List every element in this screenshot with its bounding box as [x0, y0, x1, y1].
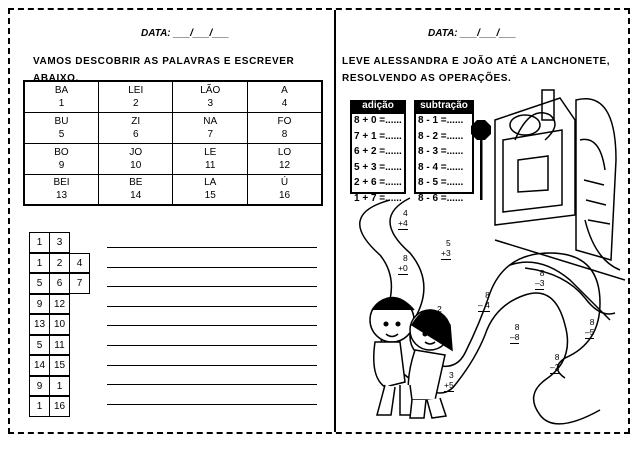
- addition-exercise[interactable]: 5 + 3 =......: [354, 161, 402, 173]
- operation-number: 5: [445, 238, 451, 248]
- code-cell: 16: [49, 396, 70, 417]
- operation-operator: –5: [585, 327, 595, 337]
- syllable-number: 14: [130, 190, 142, 202]
- operation-number: 8: [402, 253, 408, 263]
- code-row: [29, 396, 89, 417]
- syllable-cell: [24, 112, 99, 143]
- syllable-number: 1: [58, 97, 65, 109]
- code-row: [29, 376, 89, 397]
- syllable-text: ZI: [131, 115, 141, 127]
- path-operation[interactable]: [398, 253, 408, 275]
- right-instruction-line-1: LEVE ALESSANDRA E JOÃO ATÉ A LANCHONETE,: [342, 56, 611, 67]
- syllable-text: LEI: [128, 84, 144, 96]
- syllable-cell: [99, 112, 173, 143]
- answer-line[interactable]: [107, 345, 317, 346]
- operation-number: 2: [436, 304, 442, 314]
- operation-operator: – 4: [478, 300, 490, 310]
- code-row: [29, 253, 89, 274]
- answer-line[interactable]: [107, 325, 317, 326]
- operation-operator: +0: [398, 263, 408, 273]
- syllable-cell: [173, 112, 248, 143]
- code-cell: 1: [29, 232, 50, 253]
- operation-number: 8: [514, 322, 520, 332]
- syllable-text: BEI: [53, 177, 70, 189]
- left-instruction-line-2: ABAIXO.: [33, 73, 79, 84]
- code-cell: 10: [49, 314, 70, 335]
- code-cell: 13: [29, 314, 50, 335]
- syllable-number: 15: [204, 190, 216, 202]
- syllable-number: 12: [278, 159, 291, 171]
- addition-exercise[interactable]: 1 + 7 =......: [354, 192, 402, 204]
- operation-number: 8: [554, 352, 560, 362]
- answer-line[interactable]: [107, 365, 317, 366]
- operation-number: 8: [539, 268, 545, 278]
- operation-operator: +3: [441, 248, 451, 258]
- subtraction-exercise[interactable]: 8 - 1 =......: [418, 115, 464, 126]
- code-cell: 1: [29, 253, 50, 274]
- operation-operator: –3: [535, 278, 545, 288]
- syllable-number: 6: [132, 128, 139, 140]
- answer-line[interactable]: [107, 247, 317, 248]
- syllable-cell: [24, 174, 99, 205]
- code-row: [29, 273, 89, 294]
- operation-number: 4: [402, 208, 408, 218]
- syllable-text: BA: [54, 84, 69, 96]
- code-cell: 12: [49, 294, 70, 315]
- addition-exercise[interactable]: 6 + 2 =......: [354, 146, 402, 157]
- right-instruction-line-2: RESOLVENDO AS OPERAÇÕES.: [342, 73, 512, 84]
- subtraction-header: subtração: [414, 100, 474, 112]
- addition-header: adição: [350, 100, 406, 112]
- syllable-number: 16: [278, 190, 291, 202]
- syllable-text: Ú: [280, 177, 289, 189]
- path-operation[interactable]: [432, 304, 442, 326]
- syllable-cell: [24, 143, 99, 174]
- syllable-cell: [248, 112, 323, 143]
- path-operation[interactable]: [510, 322, 519, 344]
- operation-operator: +5: [444, 380, 454, 390]
- code-cell: 5: [29, 335, 50, 356]
- answer-line[interactable]: [107, 267, 317, 268]
- illustration: [330, 80, 625, 432]
- syllable-cell: [248, 143, 323, 174]
- subtraction-exercise[interactable]: 8 - 2 =......: [418, 130, 464, 142]
- syllable-number: 10: [130, 159, 142, 171]
- operation-number: 8: [485, 290, 490, 300]
- code-cell: 3: [49, 232, 70, 253]
- syllable-cell: [99, 143, 173, 174]
- subtraction-exercise[interactable]: 8 - 5 =......: [418, 177, 464, 188]
- syllable-text: NA: [203, 115, 218, 127]
- code-grid: [29, 232, 89, 417]
- code-cell: 14: [29, 355, 50, 376]
- code-cell: 11: [49, 335, 70, 356]
- path-operation[interactable]: [441, 238, 451, 260]
- operation-operator: +4: [398, 218, 408, 228]
- subtraction-exercise[interactable]: 8 - 4 =......: [418, 161, 464, 173]
- syllable-cell: [99, 81, 173, 112]
- syllable-text: A: [281, 84, 288, 96]
- syllable-number: 4: [281, 97, 288, 109]
- syllable-row: [24, 174, 322, 205]
- syllable-text: BU: [54, 115, 69, 127]
- operation-operator: –8: [510, 332, 520, 342]
- syllable-cell: [173, 174, 248, 205]
- path-operation[interactable]: [550, 352, 559, 374]
- operation-operator: +6: [432, 314, 442, 324]
- code-cell: 6: [49, 273, 70, 294]
- syllable-text: LO: [277, 146, 292, 158]
- code-cell: 9: [29, 376, 50, 397]
- code-cell: 7: [69, 273, 90, 294]
- code-cell: 9: [29, 294, 50, 315]
- answer-line[interactable]: [107, 404, 317, 405]
- syllable-cell: [173, 143, 248, 174]
- syllable-number: 7: [207, 128, 214, 140]
- path-operation[interactable]: [585, 317, 594, 339]
- operation-operator: –2: [550, 362, 560, 372]
- code-row: [29, 232, 89, 253]
- answer-line[interactable]: [107, 384, 317, 385]
- path-operation[interactable]: [478, 290, 490, 312]
- syllable-text: LE: [204, 146, 217, 158]
- code-cell: 1: [29, 396, 50, 417]
- addition-exercise[interactable]: 7 + 1 =......: [354, 130, 402, 142]
- syllable-cell: [173, 81, 248, 112]
- syllable-number: 13: [55, 190, 68, 202]
- operation-number: 8: [589, 317, 595, 327]
- path-operation[interactable]: [444, 370, 454, 392]
- syllable-text: BO: [54, 146, 69, 158]
- code-cell: 4: [69, 253, 90, 274]
- answer-line[interactable]: [107, 306, 317, 307]
- syllable-text: LA: [204, 177, 217, 189]
- syllable-table: [23, 80, 323, 206]
- syllable-number: 8: [281, 128, 288, 140]
- syllable-number: 11: [205, 159, 216, 171]
- code-cell: 2: [49, 253, 70, 274]
- syllable-text: JO: [129, 146, 143, 158]
- path-operation[interactable]: [398, 208, 408, 230]
- code-row: [29, 314, 89, 335]
- syllable-number: 5: [58, 128, 65, 140]
- syllable-row: [24, 81, 322, 112]
- left-instruction-line-1: VAMOS DESCOBRIR AS PALAVRAS E ESCREVER: [33, 56, 295, 67]
- answer-line[interactable]: [107, 286, 317, 287]
- syllable-number: 9: [58, 159, 65, 171]
- left-date-label: DATA: ___/___/___: [141, 28, 230, 39]
- subtraction-exercise[interactable]: 8 - 3 =......: [418, 146, 464, 157]
- syllable-row: [24, 143, 322, 174]
- code-cell: 1: [49, 376, 70, 397]
- syllable-cell: [248, 81, 323, 112]
- code-row: [29, 294, 89, 315]
- syllable-cell: [248, 174, 323, 205]
- syllable-cell: [24, 81, 99, 112]
- code-cell: 15: [49, 355, 70, 376]
- code-cell: 5: [29, 273, 50, 294]
- right-date-label: DATA: ___/___/___: [428, 28, 517, 39]
- subtraction-exercise[interactable]: 8 - 6 =......: [418, 192, 464, 204]
- syllable-text: FO: [277, 115, 292, 127]
- syllable-number: 2: [132, 97, 139, 109]
- syllable-number: 3: [207, 97, 214, 109]
- path-operation[interactable]: [535, 268, 544, 290]
- operation-number: 3: [448, 370, 454, 380]
- syllable-row: [24, 112, 322, 143]
- addition-exercise[interactable]: 2 + 6 =......: [354, 177, 402, 188]
- stop-sign-icon: [471, 120, 491, 200]
- code-row: [29, 335, 89, 356]
- snack-bar-icon: [495, 90, 625, 280]
- syllable-text: BE: [129, 177, 143, 189]
- syllable-cell: [99, 174, 173, 205]
- code-row: [29, 355, 89, 376]
- addition-exercise[interactable]: 8 + 0 =......: [354, 115, 402, 126]
- syllable-text: LÃO: [200, 84, 221, 96]
